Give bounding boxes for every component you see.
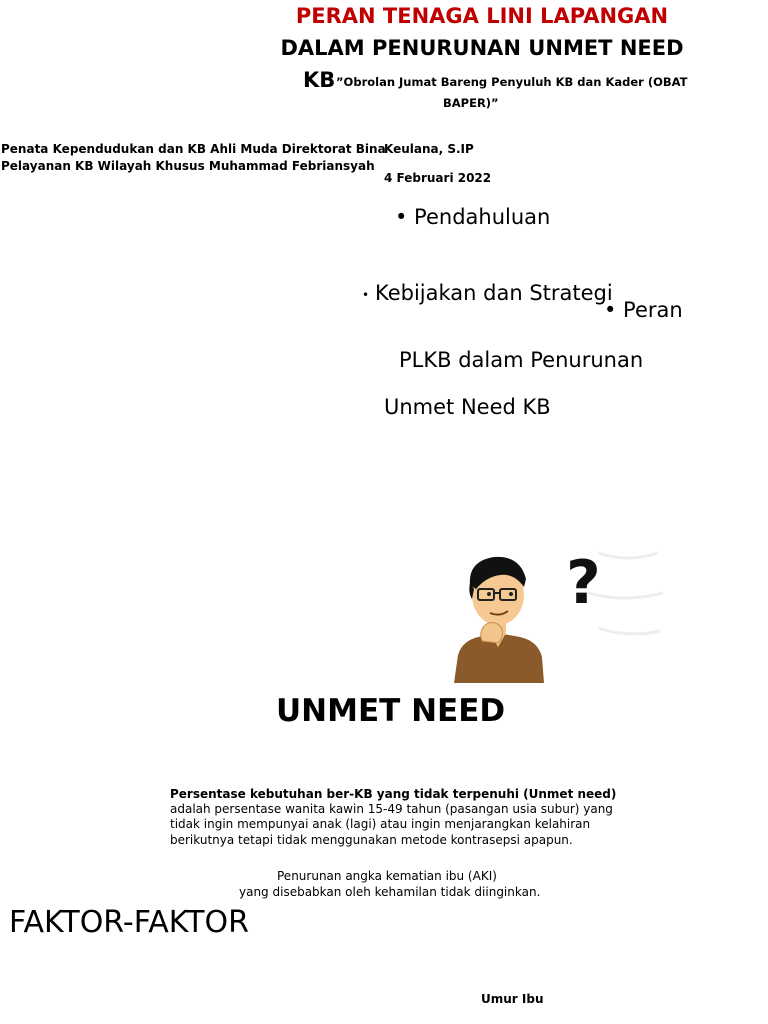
subtitle-line-2: BAPER)”: [443, 96, 499, 110]
subtitle-line-1: ”Obrolan Jumat Bareng Penyuluh KB dan Kader (OBAT: [336, 75, 688, 89]
author-role-line-1: Penata Kependudukan dan KB Ahli Muda Direktorat Bina: [1, 142, 386, 156]
thinking-man-icon: [448, 533, 668, 683]
note-line-2: yang disebabkan oleh kehamilan tidak diinginkan.: [239, 885, 541, 899]
svg-text:?: ?: [566, 548, 601, 618]
title-line-1: PERAN TENAGA LINI LAPANGAN: [295, 4, 669, 28]
outline-item-peran-line-2: PLKB dalam Penurunan: [399, 348, 644, 372]
title-line-2: DALAM PENURUNAN UNMET NEED: [280, 36, 684, 60]
section-heading-unmet-need: UNMET NEED: [276, 693, 506, 729]
author-role-line-2: Pelayanan KB Wilayah Khusus Muhammad Febriansyah: [1, 159, 375, 173]
outline-item-peran-line-3: Unmet Need KB: [384, 395, 551, 419]
definition-line-2: adalah persentase wanita kawin 15-49 tahun (pasangan usia subur) yang: [170, 802, 613, 816]
definition-line-3: tidak ingin mempunyai anak (lagi) atau ingin menjarangkan kelahiran: [170, 817, 591, 831]
author-location: Keulana, S.IP: [384, 142, 474, 156]
faktor-item-umur-ibu: Umur Ibu: [481, 992, 544, 1006]
note-line-1: Penurunan angka kematian ibu (AKI): [277, 869, 497, 883]
outline-item-peran: • Peran: [604, 298, 683, 322]
outline-item-kebijakan: Kebijakan dan Strategi: [375, 281, 613, 305]
outline-item-pendahuluan: • Pendahuluan: [395, 205, 551, 229]
presentation-date: 4 Februari 2022: [384, 171, 492, 185]
title-kb: KB: [303, 68, 336, 92]
definition-line-1: Persentase kebutuhan ber-KB yang tidak terpenuhi (Unmet need): [170, 787, 617, 801]
outline-bullet: •: [362, 288, 370, 302]
faktor-heading: FAKTOR-FAKTOR: [9, 905, 249, 940]
definition-line-4: berikutnya tetapi tidak menggunakan metode kontrasepsi apapun.: [170, 833, 573, 847]
